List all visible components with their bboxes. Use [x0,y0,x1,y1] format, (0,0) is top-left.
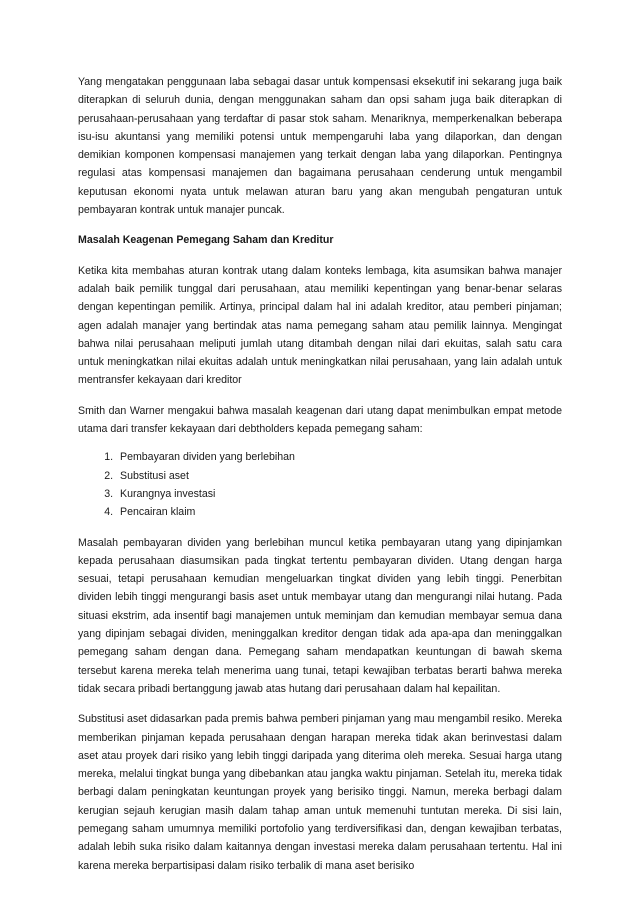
paragraph-smith-warner: Smith dan Warner mengakui bahwa masalah keagenan dari utang dapat menimbulkan empat metode utama dari transfer kekayaan dari debtholders kepada pemegang saham: [78,404,562,436]
paragraph-executive-compensation: Yang mengatakan penggunaan laba sebagai dasar untuk kompensasi eksekutif ini sekarang juga baik diterapkan di seluruh dunia, dengan menggunakan saham dan opsi saham juga baik diterapkan di perusahaan-perusahaan yang terdaftar di pasar stok saham. Menariknya, memperkenalkan beberapa isu-isu akuntansi yang memiliki potensi untuk mempengaruhi laba yang dilaporkan, dan dengan demikian komponen kompensasi manajemen yang terkait dengan laba yang dilaporkan. Pentingnya regulasi atas kompensasi manajemen dan bagaimana perusahaan cenderung untuk mengambil keputusan ekonomi nyata untuk melawan aturan baru yang akan mengubah pengaturan untuk pembayaran kontrak untuk manajer puncak. [78,76,562,217]
list-item: 3. Kurangnya investasi [116,485,562,503]
paragraph-excess-dividend: Masalah pembayaran dividen yang berlebihan muncul ketika pembayaran utang yang dipinjamkan kepada perusahaan diasumsikan pada tingkat tertentu pembayaran dividen. Utang dengan harga sesuai, tetapi perusahaan kemudian mengeluarkan tingkat dividen yang lebih tinggi. Penerbitan dividen lebih tinggi mengurangi basis aset untuk membayar utang dan mengurangi nilai hutang. Pada situasi ekstrim, ada insentif bagi manajemen untuk meminjam dan kemudian membayar semua dana yang dipinjam sebagai dividen, meninggalkan kreditor dengan tidak ada apa-apa dan meninggalkan pemegang saham dengan dana. Pemegang saham mendapatkan keuntungan di bawah skema tersebut karena mereka telah menerima uang tunai, tetapi kewajiban terbatas berarti bahwa mereka tidak secara pribadi bertanggung jawab atas hutang dari perusahaan dalam hal kepailitan. [78,536,562,695]
section-heading: Masalah Keagenan Pemegang Saham dan Kreditur [78,234,334,247]
list-item: 4. Pencairan klaim [116,503,562,521]
paragraph-debt-contract: Ketika kita membahas aturan kontrak utang dalam konteks lembaga, kita asumsikan bahwa manajer adalah baik pemilik tunggal dari perusahaan, atau memiliki kepentingan yang benar-benar selaras dengan kepentingan pemilik. Artinya, principal dalam hal ini adalah kreditor, atau pemberi pinjaman; agen adalah manajer yang bertindak atas nama pemegang saham atau pemilik lainnya. Mengingat bahwa nilai perusahaan meliputi jumlah utang ditambah dengan nilai dari ekuitas, salah satu cara untuk meningkatkan nilai ekuitas adalah untuk meningkatkan nilai perusahaan, yang lain adalah untuk mentransfer kekayaan dari kreditor [78,264,562,387]
list-item: 2. Substitusi aset [116,467,562,485]
list-item: 1. Pembayaran dividen yang berlebihan [116,448,562,466]
wealth-transfer-list [78,448,562,521]
paragraph-asset-substitution: Substitusi aset didasarkan pada premis bahwa pemberi pinjaman yang mau mengambil resiko. Mereka memberikan pinjaman kepada perusahaan dengan harapan mereka tidak akan berinvestasi dalam aset atau proyek dari risiko yang lebih tinggi daripada yang diterima oleh mereka. Sesuai harga utang mereka, melalui tingkat bunga yang dibebankan atau jangka waktu pinjaman. Setelah itu, mereka tidak berbagi dalam peningkatan keuntungan proyek yang berisiko tinggi. Namun, mereka berbagi dalam kerugian sejauh kerugian masih dalam tahap aman untuk memenuhi tuntutan mereka. Di sisi lain, pemegang saham umumnya memiliki portofolio yang terdiversifikasi dan, dengan kewajiban terbatas, adalah lebih suka risiko dalam kaitannya dengan investasi mereka dalam perusahaan tertentu. Hal ini karena mereka berpartisipasi dalam risiko terbalik di mana aset berisiko [78,713,562,872]
